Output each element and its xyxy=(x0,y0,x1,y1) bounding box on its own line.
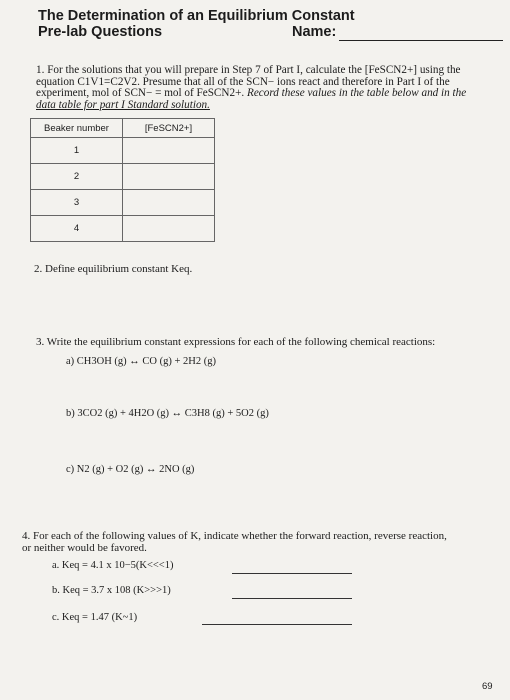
table-header-row xyxy=(31,119,215,138)
fescn-value-cell[interactable] xyxy=(123,190,215,216)
q1-line-4-text: data table for part I Standard solution. xyxy=(36,98,210,111)
table-row xyxy=(31,164,215,190)
standard-solution-table xyxy=(30,118,215,242)
fescn-value-cell[interactable] xyxy=(123,138,215,164)
q4-item-b: b. Keq = 3.7 x 108 (K>>>1) xyxy=(52,585,171,596)
q1-line-3b: Record these values in the table below and in the xyxy=(246,87,467,99)
question-3: 3. Write the equilibrium constant expressions for each of the following chemical reactions: xyxy=(36,336,436,348)
q3-reaction-b: b) 3CO2 (g) + 4H2O (g) ↔ C3H8 (g) + 5O2 (g) xyxy=(66,408,269,419)
q4-item-a: a. Keq = 4.1 x 10−5(K<<<1) xyxy=(52,560,174,571)
page-title: The Determination of an Equilibrium Constant xyxy=(38,8,355,24)
beaker-number-cell: 4 xyxy=(31,216,123,242)
q4-line-2: or neither would be favored. xyxy=(22,542,147,554)
q1-line-4 xyxy=(36,100,506,112)
header-fescn: [FeSCN2+] xyxy=(123,119,215,138)
beaker-number-cell: 3 xyxy=(31,190,123,216)
table-row xyxy=(31,216,215,242)
q1-line-3a: experiment, mol of SCN− = mol of FeSCN2+. xyxy=(36,87,245,99)
fescn-value-cell[interactable] xyxy=(123,164,215,190)
q4-answer-line-c[interactable] xyxy=(202,624,352,625)
q4-line-1: 4. For each of the following values of K, indicate whether the forward reaction, reverse reaction, xyxy=(22,530,447,542)
name-blank-line[interactable] xyxy=(339,40,503,41)
beaker-number-cell: 2 xyxy=(31,164,123,190)
header-beaker-number: Beaker number xyxy=(31,119,123,138)
q1-line-2: equation C1V1=C2V2. Presume that all of the SCN− ions react and therefore in Part I of the xyxy=(36,75,450,88)
q3-reaction-c: c) N2 (g) + O2 (g) ↔ 2NO (g) xyxy=(66,464,195,475)
table-row xyxy=(31,138,215,164)
question-2: 2. Define equilibrium constant Keq. xyxy=(34,263,193,275)
page-number: 69 xyxy=(482,681,493,692)
q4-item-c: c. Keq = 1.47 (K~1) xyxy=(52,612,138,623)
q4-answer-line-b[interactable] xyxy=(232,598,352,599)
page-subtitle: Pre-lab Questions xyxy=(38,24,163,40)
q1-line-1: 1. For the solutions that you will prepare in Step 7 of Part I, calculate the [FeSCN2+] using the xyxy=(36,64,461,76)
fescn-value-cell[interactable] xyxy=(123,216,215,242)
question-1 xyxy=(36,65,506,111)
table-row xyxy=(31,190,215,216)
q4-answer-line-a[interactable] xyxy=(232,573,352,574)
beaker-number-cell: 1 xyxy=(31,138,123,164)
question-4 xyxy=(22,530,447,554)
q3-reaction-a: a) CH3OH (g) ↔ CO (g) + 2H2 (g) xyxy=(66,356,216,367)
name-label: Name: xyxy=(292,24,337,40)
